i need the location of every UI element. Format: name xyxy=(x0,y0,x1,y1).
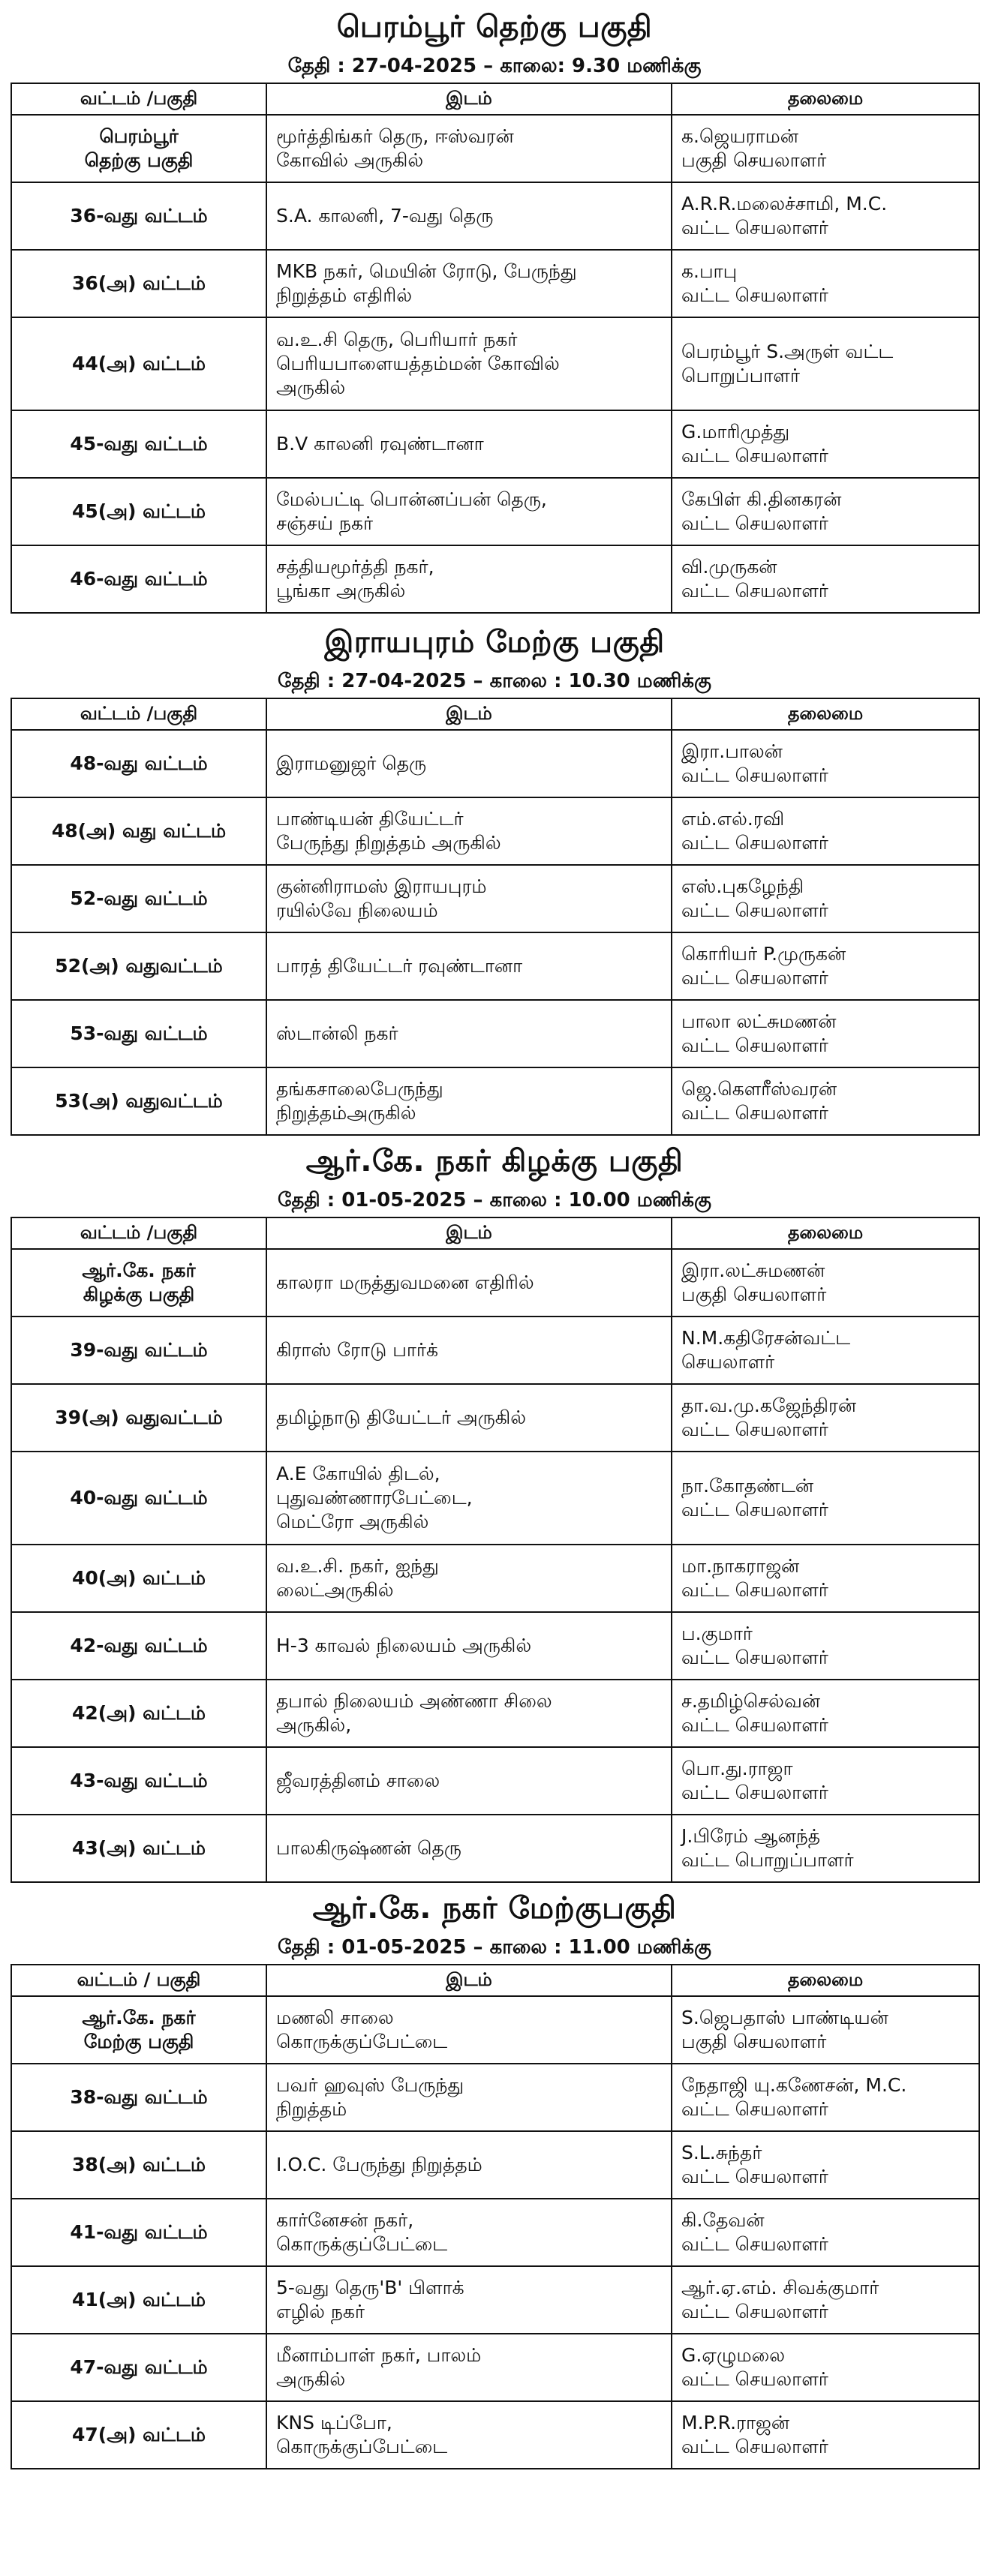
header-leader: தலைமை xyxy=(672,698,979,730)
header-leader: தலைமை xyxy=(672,83,979,115)
ward-cell: பெரம்பூர் தெற்கு பகுதி xyxy=(11,115,266,182)
leader-cell: கி.தேவன் வட்ட செயலாளர் xyxy=(672,2199,979,2266)
leader-cell: பெரம்பூர் S.அருள் வட்ட பொறுப்பாளர் xyxy=(672,317,979,410)
table-row xyxy=(11,2199,979,2266)
ward-cell: 47-வது வட்டம் xyxy=(11,2334,266,2401)
place-cell: வ.உ.சி. நகர், ஐந்து லைட்அருகில் xyxy=(266,1545,672,1612)
table-header-row xyxy=(11,698,979,730)
place-cell: MKB நகர், மெயின் ரோடு, பேருந்து நிறுத்தம் எதிரில் xyxy=(266,250,672,317)
table-header-row xyxy=(11,1965,979,1996)
leader-cell: ஜெ.கௌரீஸ்வரன் வட்ட செயலாளர் xyxy=(672,1067,979,1135)
section-date: தேதி : 27-04-2025 – காலை : 10.30 மணிக்கு xyxy=(278,670,711,692)
schedule-table xyxy=(11,1964,980,2469)
leader-cell: S.L.சுந்தர் வட்ட செயலாளர் xyxy=(672,2131,979,2199)
place-cell: சத்தியமூர்த்தி நகர், பூங்கா அருகில் xyxy=(266,545,672,613)
table-row xyxy=(11,730,979,797)
ward-cell: 45-வது வட்டம் xyxy=(11,410,266,478)
place-cell: கார்னேசன் நகர், கொருக்குப்பேட்டை xyxy=(266,2199,672,2266)
leader-cell: இரா.லட்சுமணன் பகுதி செயலாளர் xyxy=(672,1249,979,1317)
table-row xyxy=(11,1249,979,1317)
table-row xyxy=(11,115,979,182)
place-cell: மேல்பட்டி பொன்னப்பன் தெரு, சஞ்சய் நகர் xyxy=(266,478,672,545)
place-cell: மீனாம்பாள் நகர், பாலம் அருகில் xyxy=(266,2334,672,2401)
header-place: இடம் xyxy=(266,698,672,730)
place-cell: KNS டிப்போ, கொருக்குப்பேட்டை xyxy=(266,2401,672,2469)
schedule-section xyxy=(11,1886,978,2469)
table-row xyxy=(11,2334,979,2401)
place-cell: காலரா மருத்துவமனை எதிரில் xyxy=(266,1249,672,1317)
place-cell: மூர்த்திங்கர் தெரு, ஈஸ்வரன் கோவில் அருகில் xyxy=(266,115,672,182)
table-header-row xyxy=(11,1217,979,1249)
ward-cell: 40-வது வட்டம் xyxy=(11,1452,266,1545)
place-cell: பாண்டியன் தியேட்டர் பேருந்து நிறுத்தம் அருகில் xyxy=(266,797,672,865)
place-cell: தபால் நிலையம் அண்ணா சிலை அருகில், xyxy=(266,1680,672,1747)
schedule-section xyxy=(11,1139,978,1883)
header-ward: வட்டம் /பகுதி xyxy=(11,698,266,730)
header-place: இடம் xyxy=(266,83,672,115)
schedule-table xyxy=(11,1217,980,1883)
leader-cell: ப.குமார் வட்ட செயலாளர் xyxy=(672,1612,979,1680)
place-cell: தங்கசாலைபேருந்து நிறுத்தம்அருகில் xyxy=(266,1067,672,1135)
table-row xyxy=(11,1815,979,1882)
ward-cell: 52-வது வட்டம் xyxy=(11,865,266,932)
leader-cell: G.மாரிமுத்து வட்ட செயலாளர் xyxy=(672,410,979,478)
leader-cell: க.பாபு வட்ட செயலாளர் xyxy=(672,250,979,317)
leader-cell: பாலா லட்சுமணன் வட்ட செயலாளர் xyxy=(672,1000,979,1067)
ward-cell: 48-வது வட்டம் xyxy=(11,730,266,797)
ward-cell: 43(அ) வட்டம் xyxy=(11,1815,266,1882)
place-cell: 5-வது தெரு'B' பிளாக் எழில் நகர் xyxy=(266,2266,672,2334)
header-ward: வட்டம் /பகுதி xyxy=(11,1217,266,1249)
table-row xyxy=(11,250,979,317)
table-row xyxy=(11,410,979,478)
table-row xyxy=(11,1545,979,1612)
table-header-row xyxy=(11,83,979,115)
ward-cell: 41-வது வட்டம் xyxy=(11,2199,266,2266)
leader-cell: எம்.எல்.ரவி வட்ட செயலாளர் xyxy=(672,797,979,865)
leader-cell: நா.கோதண்டன் வட்ட செயலாளர் xyxy=(672,1452,979,1545)
table-row xyxy=(11,1680,979,1747)
ward-cell: ஆர்.கே. நகர் கிழக்கு பகுதி xyxy=(11,1249,266,1317)
place-cell: இராமனுஜர் தெரு xyxy=(266,730,672,797)
header-ward: வட்டம் /பகுதி xyxy=(11,83,266,115)
leader-cell: பொ.து.ராஜா வட்ட செயலாளர் xyxy=(672,1747,979,1815)
leader-cell: மா.நாகராஜன் வட்ட செயலாளர் xyxy=(672,1545,979,1612)
place-cell: S.A. காலனி, 7-வது தெரு xyxy=(266,182,672,250)
place-cell: ஜீவரத்தினம் சாலை xyxy=(266,1747,672,1815)
section-date: தேதி : 01-05-2025 – காலை : 11.00 மணிக்கு xyxy=(278,1936,711,1959)
ward-cell: 46-வது வட்டம் xyxy=(11,545,266,613)
table-row xyxy=(11,1000,979,1067)
header-leader: தலைமை xyxy=(672,1217,979,1249)
place-cell: கிராஸ் ரோடு பார்க் xyxy=(266,1317,672,1384)
table-row xyxy=(11,2064,979,2131)
table-row xyxy=(11,865,979,932)
table-row xyxy=(11,1067,979,1135)
schedule-section xyxy=(11,620,978,1136)
section-title: இராயபுரம் மேற்கு பகுதி xyxy=(324,625,665,659)
ward-cell: 40(அ) வட்டம் xyxy=(11,1545,266,1612)
table-row xyxy=(11,1452,979,1545)
leader-cell: A.R.R.மலைச்சாமி, M.C. வட்ட செயலாளர் xyxy=(672,182,979,250)
header-place: இடம் xyxy=(266,1965,672,1996)
table-row xyxy=(11,1384,979,1452)
leader-cell: இரா.பாலன் வட்ட செயலாளர் xyxy=(672,730,979,797)
ward-cell: 53-வது வட்டம் xyxy=(11,1000,266,1067)
leader-cell: ச.தமிழ்செல்வன் வட்ட செயலாளர் xyxy=(672,1680,979,1747)
leader-cell: S.ஜெபதாஸ் பாண்டியன் பகுதி செயலாளர் xyxy=(672,1996,979,2064)
ward-cell: 45(அ) வட்டம் xyxy=(11,478,266,545)
leader-cell: க.ஜெயராமன் பகுதி செயலாளர் xyxy=(672,115,979,182)
ward-cell: 52(அ) வதுவட்டம் xyxy=(11,932,266,1000)
place-cell: பாரத் தியேட்டர் ரவுண்டானா xyxy=(266,932,672,1000)
place-cell: B.V காலனி ரவுண்டானா xyxy=(266,410,672,478)
schedule-table xyxy=(11,83,980,614)
ward-cell: 47(அ) வட்டம் xyxy=(11,2401,266,2469)
section-title: பெரம்பூர் தெற்கு பகுதி xyxy=(336,10,653,44)
ward-cell: 38(அ) வட்டம் xyxy=(11,2131,266,2199)
ward-cell: 42(அ) வட்டம் xyxy=(11,1680,266,1747)
ward-cell: ஆர்.கே. நகர் மேற்கு பகுதி xyxy=(11,1996,266,2064)
place-cell: பவர் ஹவுஸ் பேருந்து நிறுத்தம் xyxy=(266,2064,672,2131)
table-row xyxy=(11,1747,979,1815)
leader-cell: G.ஏழுமலை வட்ட செயலாளர் xyxy=(672,2334,979,2401)
leader-cell: எஸ்.புகழேந்தி வட்ட செயலாளர் xyxy=(672,865,979,932)
place-cell: A.E கோயில் திடல், புதுவண்ணாரபேட்டை, மெட்ரோ அருகில் xyxy=(266,1452,672,1545)
leader-cell: கொரியர் P.முருகன் வட்ட செயலாளர் xyxy=(672,932,979,1000)
table-row xyxy=(11,1996,979,2064)
table-row xyxy=(11,1612,979,1680)
ward-cell: 42-வது வட்டம் xyxy=(11,1612,266,1680)
ward-cell: 38-வது வட்டம் xyxy=(11,2064,266,2131)
section-date: தேதி : 01-05-2025 – காலை : 10.00 மணிக்கு xyxy=(278,1189,711,1211)
ward-cell: 36-வது வட்டம் xyxy=(11,182,266,250)
place-cell: ஸ்டான்லி நகர் xyxy=(266,1000,672,1067)
ward-cell: 43-வது வட்டம் xyxy=(11,1747,266,1815)
table-row xyxy=(11,932,979,1000)
table-row xyxy=(11,478,979,545)
place-cell: I.O.C. பேருந்து நிறுத்தம் xyxy=(266,2131,672,2199)
table-row xyxy=(11,182,979,250)
ward-cell: 53(அ) வதுவட்டம் xyxy=(11,1067,266,1135)
ward-cell: 44(அ) வட்டம் xyxy=(11,317,266,410)
leader-cell: நேதாஜி யு.கணேசன், M.C. வட்ட செயலாளர் xyxy=(672,2064,979,2131)
place-cell: H-3 காவல் நிலையம் அருகில் xyxy=(266,1612,672,1680)
table-row xyxy=(11,317,979,410)
leader-cell: தா.வ.மு.கஜேந்திரன் வட்ட செயலாளர் xyxy=(672,1384,979,1452)
place-cell: தமிழ்நாடு தியேட்டர் அருகில் xyxy=(266,1384,672,1452)
place-cell: மணலி சாலை கொருக்குப்பேட்டை xyxy=(266,1996,672,2064)
schedule-table xyxy=(11,698,980,1136)
leader-cell: M.P.R.ராஜன் வட்ட செயலாளர் xyxy=(672,2401,979,2469)
place-cell: பாலகிருஷ்ணன் தெரு xyxy=(266,1815,672,1882)
leader-cell: J.பிரேம் ஆனந்த் வட்ட பொறுப்பாளர் xyxy=(672,1815,979,1882)
ward-cell: 39-வது வட்டம் xyxy=(11,1317,266,1384)
ward-cell: 48(அ) வது வட்டம் xyxy=(11,797,266,865)
table-row xyxy=(11,2401,979,2469)
leader-cell: N.M.கதிரேசன்வட்ட செயலாளர் xyxy=(672,1317,979,1384)
header-leader: தலைமை xyxy=(672,1965,979,1996)
schedule-section xyxy=(11,5,978,614)
leader-cell: வி.முருகன் வட்ட செயலாளர் xyxy=(672,545,979,613)
place-cell: வ.உ.சி தெரு, பெரியார் நகர் பெரியபாளையத்தம்மன் கோவில் அருகில் xyxy=(266,317,672,410)
table-row xyxy=(11,545,979,613)
ward-cell: 39(அ) வதுவட்டம் xyxy=(11,1384,266,1452)
table-row xyxy=(11,2266,979,2334)
table-row xyxy=(11,797,979,865)
section-title: ஆர்.கே. நகர் மேற்குபகுதி xyxy=(312,1891,677,1926)
section-title: ஆர்.கே. நகர் கிழக்கு பகுதி xyxy=(305,1144,684,1178)
table-row xyxy=(11,1317,979,1384)
leader-cell: கேபிள் கி.தினகரன் வட்ட செயலாளர் xyxy=(672,478,979,545)
leader-cell: ஆர்.ஏ.எம். சிவக்குமார் வட்ட செயலாளர் xyxy=(672,2266,979,2334)
place-cell: குன்னிராமஸ் இராயபுரம் ரயில்வே நிலையம் xyxy=(266,865,672,932)
section-date: தேதி : 27-04-2025 – காலை: 9.30 மணிக்கு xyxy=(287,55,702,77)
header-place: இடம் xyxy=(266,1217,672,1249)
table-row xyxy=(11,2131,979,2199)
header-ward: வட்டம் / பகுதி xyxy=(11,1965,266,1996)
ward-cell: 41(அ) வட்டம் xyxy=(11,2266,266,2334)
ward-cell: 36(அ) வட்டம் xyxy=(11,250,266,317)
